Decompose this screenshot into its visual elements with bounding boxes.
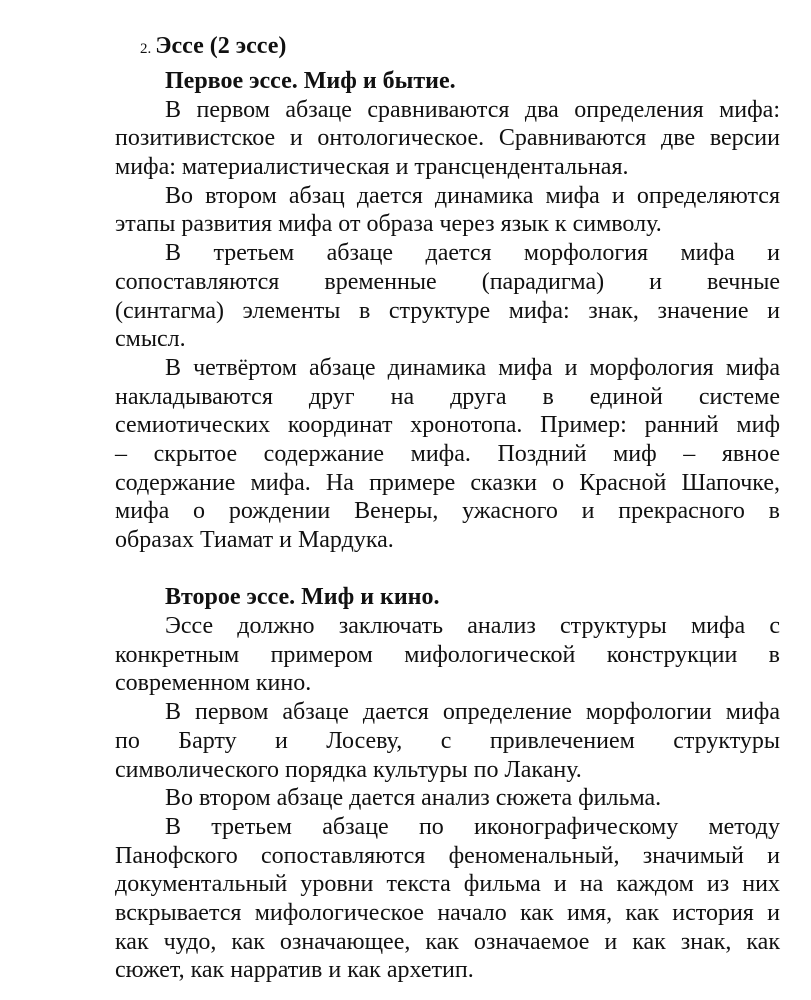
paragraph bbox=[115, 239, 780, 354]
text-line: Во втором абзац дается динамика мифа и определяются bbox=[165, 182, 780, 209]
paragraph bbox=[115, 698, 780, 784]
section-title-text: Эссе (2 эссе) bbox=[155, 33, 287, 59]
text-line: – скрытое содержание мифа. Поздний миф – явное bbox=[115, 440, 780, 467]
text-line: символического порядка культуры по Лакану. bbox=[115, 756, 582, 783]
section-number: 2. bbox=[140, 41, 152, 57]
paragraph bbox=[115, 612, 780, 698]
text-line: В третьем абзаце дается морфология мифа и bbox=[165, 240, 780, 267]
blank-line bbox=[115, 555, 780, 584]
essay-section bbox=[115, 583, 780, 985]
essay-sections bbox=[115, 67, 780, 985]
text-line: семиотических координат хронотопа. Пример: ранний миф bbox=[115, 412, 780, 439]
essay-heading: Первое эссе. Миф и бытие. bbox=[165, 68, 456, 94]
text-line: смысл. bbox=[115, 326, 186, 353]
text-line: по Барту и Лосеву, с привлечением структуры bbox=[115, 727, 780, 754]
text-line: накладываются друг на друга в единой системе bbox=[115, 383, 780, 410]
essay-section bbox=[115, 67, 780, 555]
text-line: мифа о рождении Венеры, ужасного и прекрасного в bbox=[115, 498, 780, 525]
text-line: В первом абзаце сравниваются два определения мифа: bbox=[165, 96, 780, 123]
essay-heading: Второе эссе. Миф и кино. bbox=[165, 584, 440, 611]
text-line: современном кино. bbox=[115, 670, 312, 697]
text-line: мифа: материалистическая и трансцендентальная. bbox=[115, 154, 629, 181]
text-line: документальный уровни текста фильма и на каждом из них bbox=[115, 871, 780, 898]
text-line: Панофского сопоставляются феноменальный, значимый и bbox=[115, 842, 780, 869]
text-line: В четвёртом абзаце динамика мифа и морфология мифа bbox=[165, 354, 780, 381]
text-line: образах Тиамат и Мардука. bbox=[115, 527, 394, 554]
paragraph bbox=[115, 813, 780, 985]
text-line: этапы развития мифа от образа через язык к символу. bbox=[115, 211, 662, 238]
text-line: содержание мифа. На примере сказки о Красной Шапочке, bbox=[115, 469, 780, 496]
paragraph bbox=[115, 182, 780, 239]
text-line: Во втором абзаце дается анализ сюжета фильма. bbox=[165, 785, 662, 812]
text-line: сюжет, как нарратив и как архетип. bbox=[115, 957, 474, 984]
text-line: сопоставляются временные (парадигма) и вечные bbox=[115, 268, 780, 295]
text-line: В первом абзаце дается определение морфологии мифа bbox=[165, 699, 780, 726]
document-page bbox=[115, 32, 780, 985]
text-line: как чудо, как означающее, как означаемое и как знак, как bbox=[115, 928, 780, 955]
section-title bbox=[115, 32, 780, 61]
paragraph bbox=[115, 784, 780, 813]
text-line: Эссе должно заключать анализ структуры мифа с bbox=[165, 613, 780, 640]
text-line: вскрывается мифологическое начало как имя, как история и bbox=[115, 899, 780, 926]
text-line: позитивистское и онтологическое. Сравниваются две версии bbox=[115, 125, 780, 152]
text-line: (синтагма) элементы в структуре мифа: знак, значение и bbox=[115, 297, 780, 324]
paragraph bbox=[115, 96, 780, 182]
paragraph bbox=[115, 354, 780, 555]
text-line: конкретным примером мифологической конструкции в bbox=[115, 641, 780, 668]
text-line: В третьем абзаце по иконографическому методу bbox=[165, 813, 780, 840]
